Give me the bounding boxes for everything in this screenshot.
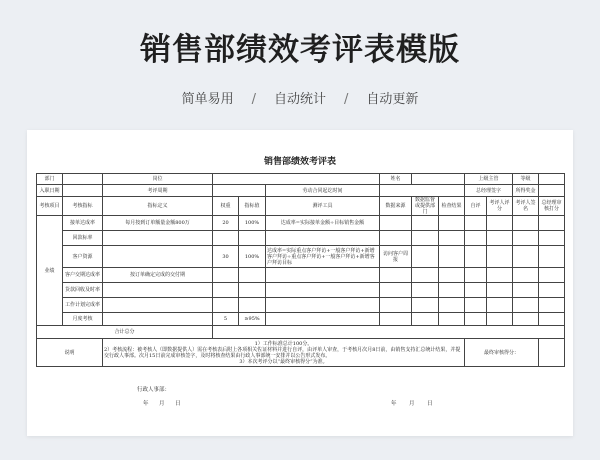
tool-cell[interactable] bbox=[266, 268, 380, 283]
total-value[interactable] bbox=[213, 326, 565, 339]
document-sheet bbox=[27, 130, 573, 436]
hr-date-day: 日 bbox=[175, 401, 181, 407]
col-header: 指标定义 bbox=[103, 197, 213, 216]
header-row-2 bbox=[37, 185, 565, 197]
indicator-cell: 接单达成率 bbox=[63, 216, 103, 231]
taglines bbox=[0, 88, 600, 107]
dept-cell[interactable] bbox=[412, 231, 439, 246]
target-cell: ≥95% bbox=[239, 313, 266, 326]
table-row bbox=[37, 268, 565, 283]
weight-cell[interactable] bbox=[213, 231, 239, 246]
hr-signature-field[interactable] bbox=[415, 385, 475, 393]
definition-cell[interactable] bbox=[103, 298, 213, 313]
indicator-cell: 回款标率 bbox=[63, 231, 103, 246]
indicator-cell: 客户资源 bbox=[63, 246, 103, 268]
weight-cell: 30 bbox=[213, 246, 239, 268]
score-cell[interactable] bbox=[487, 313, 513, 326]
weight-cell[interactable] bbox=[213, 298, 239, 313]
position-value[interactable] bbox=[213, 174, 380, 185]
note-line: 1）工作标准总计100分。 bbox=[254, 340, 313, 347]
check-cell[interactable] bbox=[439, 268, 465, 283]
col-header: 数据来源 bbox=[380, 197, 412, 216]
name-label: 姓名 bbox=[380, 174, 412, 185]
hr-date-month: 月 bbox=[159, 401, 165, 407]
table-row bbox=[37, 313, 565, 326]
weight-cell[interactable] bbox=[213, 268, 239, 283]
target-cell[interactable] bbox=[239, 268, 266, 283]
dept-cell[interactable] bbox=[412, 313, 439, 326]
dept-label: 部门 bbox=[37, 174, 63, 185]
indicator-cell: 客户交期达成率 bbox=[63, 268, 103, 283]
bonus-label: 所得奖金 bbox=[513, 185, 539, 197]
col-header: 考评人签名 bbox=[513, 197, 539, 216]
banner-title: 销售部绩效考评表模版 bbox=[140, 32, 460, 68]
self-score-cell[interactable] bbox=[465, 268, 487, 283]
tagline-separator: / bbox=[344, 92, 349, 107]
source-cell[interactable] bbox=[380, 313, 412, 326]
self-score-cell[interactable] bbox=[465, 216, 487, 231]
indicator-cell: 月度考核 bbox=[63, 313, 103, 326]
score-cell[interactable] bbox=[487, 268, 513, 283]
definition-cell: 按订单确定完成的交付期 bbox=[103, 268, 213, 283]
source-cell: 访问客户周报 bbox=[380, 246, 412, 268]
right-date-year: 年 bbox=[391, 401, 397, 407]
col-header: 考评人评分 bbox=[487, 197, 513, 216]
definition-cell[interactable] bbox=[103, 246, 213, 268]
table-row bbox=[37, 246, 565, 268]
gm-score-cell[interactable] bbox=[539, 216, 565, 231]
column-header-row bbox=[37, 197, 565, 216]
score-cell[interactable] bbox=[487, 283, 513, 298]
grade-value[interactable] bbox=[539, 174, 565, 185]
hr-confirm-label: 行政人事部： bbox=[137, 387, 171, 393]
target-cell[interactable] bbox=[239, 283, 266, 298]
sign-cell[interactable] bbox=[513, 246, 539, 268]
sign-cell[interactable] bbox=[513, 298, 539, 313]
bonus-value[interactable] bbox=[539, 185, 565, 197]
check-cell[interactable] bbox=[439, 298, 465, 313]
target-cell: 100% bbox=[239, 216, 266, 231]
category-cell: 业绩 bbox=[37, 216, 63, 326]
check-cell[interactable] bbox=[439, 246, 465, 268]
self-score-cell[interactable] bbox=[465, 246, 487, 268]
gm-score-cell[interactable] bbox=[539, 313, 565, 326]
gm-score-cell[interactable] bbox=[539, 231, 565, 246]
col-header: 测评工具 bbox=[266, 197, 380, 216]
entry-date-label: 入职日期 bbox=[37, 185, 63, 197]
sign-cell[interactable] bbox=[513, 231, 539, 246]
tagline-separator: / bbox=[251, 92, 256, 107]
name-value[interactable] bbox=[412, 174, 465, 185]
target-cell[interactable] bbox=[239, 298, 266, 313]
source-cell[interactable] bbox=[380, 216, 412, 231]
position-label: 岗位 bbox=[103, 174, 213, 185]
table-row bbox=[37, 283, 565, 298]
sign-cell[interactable] bbox=[513, 313, 539, 326]
hr-date-year: 年 bbox=[143, 401, 149, 407]
tool-cell[interactable] bbox=[266, 313, 380, 326]
right-date-day: 日 bbox=[427, 401, 433, 407]
sheet-title: 销售部绩效考评表 bbox=[263, 157, 336, 167]
dept-cell[interactable] bbox=[412, 216, 439, 231]
notes-label: 说明 bbox=[37, 339, 103, 367]
col-header: 考核项目 bbox=[37, 197, 63, 216]
check-cell[interactable] bbox=[439, 231, 465, 246]
tool-cell: 达成率=实际接单金额÷目标销售金额 bbox=[266, 216, 380, 231]
notes-content bbox=[103, 339, 465, 367]
definition-cell: 每月按到订单额量金额800万 bbox=[103, 216, 213, 231]
tool-cell[interactable] bbox=[266, 283, 380, 298]
sign-cell[interactable] bbox=[513, 216, 539, 231]
total-label: 合计总分 bbox=[37, 326, 213, 339]
sign-cell[interactable] bbox=[513, 268, 539, 283]
dept-cell[interactable] bbox=[412, 268, 439, 283]
sign-cell[interactable] bbox=[513, 283, 539, 298]
definition-cell[interactable] bbox=[103, 283, 213, 298]
score-cell[interactable] bbox=[487, 246, 513, 268]
note-line: 2）考核流程：被考核人（即数据提供人）需在考核表后附上各项相关佐证材料并进行自评，由评单人审查，于考核月次月8日前，由销售支持汇总统计结果，并提交行政人事部。次月15日前完成审核签字，及时将核查结果由行政人事部统一安排并以公告形式发布。 bbox=[104, 346, 461, 359]
table-row bbox=[37, 231, 565, 246]
dept-cell[interactable] bbox=[412, 246, 439, 268]
col-header: 指标值 bbox=[239, 197, 266, 216]
weight-cell: 5 bbox=[213, 313, 239, 326]
tagline-easy: 简单易用 bbox=[181, 92, 234, 107]
contract-label: 劳动合同起讫时间 bbox=[266, 185, 380, 197]
indicator-cell: 货款回收及时率 bbox=[63, 283, 103, 298]
gm-score-cell[interactable] bbox=[539, 246, 565, 268]
note-line: 3）本次考评分以“最终审核得分”为准。 bbox=[239, 358, 328, 365]
col-header: 自评 bbox=[465, 197, 487, 216]
total-row bbox=[37, 326, 565, 339]
table-row bbox=[37, 216, 565, 231]
self-score-cell[interactable] bbox=[465, 313, 487, 326]
dept-value[interactable] bbox=[63, 174, 103, 185]
tool-cell[interactable] bbox=[266, 231, 380, 246]
score-cell[interactable] bbox=[487, 216, 513, 231]
col-header: 检查结果 bbox=[439, 197, 465, 216]
tool-cell[interactable] bbox=[266, 298, 380, 313]
score-cell[interactable] bbox=[487, 231, 513, 246]
supervisor-label: 上级主管 bbox=[465, 174, 513, 185]
check-cell[interactable] bbox=[439, 313, 465, 326]
definition-cell[interactable] bbox=[103, 313, 213, 326]
gm-sign-label: 总经理签字 bbox=[465, 185, 513, 197]
self-score-cell[interactable] bbox=[465, 231, 487, 246]
self-score-cell[interactable] bbox=[465, 298, 487, 313]
contract-value[interactable] bbox=[380, 185, 465, 197]
source-cell[interactable] bbox=[380, 231, 412, 246]
evaluation-table bbox=[36, 173, 565, 367]
self-score-cell[interactable] bbox=[465, 283, 487, 298]
definition-cell[interactable] bbox=[103, 231, 213, 246]
weight-cell: 20 bbox=[213, 216, 239, 231]
target-cell[interactable] bbox=[239, 231, 266, 246]
period-value[interactable] bbox=[213, 185, 266, 197]
col-header: 权重 bbox=[213, 197, 239, 216]
col-header: 总经理审核打分 bbox=[539, 197, 565, 216]
dept-cell[interactable] bbox=[412, 283, 439, 298]
source-cell[interactable] bbox=[380, 298, 412, 313]
score-cell[interactable] bbox=[487, 298, 513, 313]
tagline-auto-update: 自动更新 bbox=[366, 92, 419, 107]
gm-score-cell[interactable] bbox=[539, 268, 565, 283]
table-row bbox=[37, 298, 565, 313]
gm-score-cell[interactable] bbox=[539, 283, 565, 298]
source-cell[interactable] bbox=[380, 283, 412, 298]
right-date-month: 月 bbox=[409, 401, 415, 407]
col-header: 考核指标 bbox=[63, 197, 103, 216]
gm-score-cell[interactable] bbox=[539, 298, 565, 313]
entry-date-value[interactable] bbox=[63, 185, 103, 197]
tool-cell: 达成率=实际重点客户拜访+一般客户拜访+新增客户拜访÷重点客户拜访+一般客户拜访+新增客户拜访目标 bbox=[266, 246, 380, 268]
final-score-label: 最终审核得分： bbox=[465, 339, 539, 367]
indicator-cell: 工作计划完成率 bbox=[63, 298, 103, 313]
header-row-1 bbox=[37, 174, 565, 185]
target-cell: 100% bbox=[239, 246, 266, 268]
check-cell[interactable] bbox=[439, 216, 465, 231]
col-header: 数据监督或提供部门 bbox=[412, 197, 439, 216]
weight-cell[interactable] bbox=[213, 283, 239, 298]
period-label: 考评周期 bbox=[103, 185, 213, 197]
grade-label: 等级 bbox=[513, 174, 539, 185]
check-cell[interactable] bbox=[439, 283, 465, 298]
source-cell[interactable] bbox=[380, 268, 412, 283]
notes-row bbox=[37, 339, 565, 367]
tagline-auto-stats: 自动统计 bbox=[273, 92, 326, 107]
dept-cell[interactable] bbox=[412, 298, 439, 313]
final-score-value[interactable] bbox=[539, 339, 565, 367]
